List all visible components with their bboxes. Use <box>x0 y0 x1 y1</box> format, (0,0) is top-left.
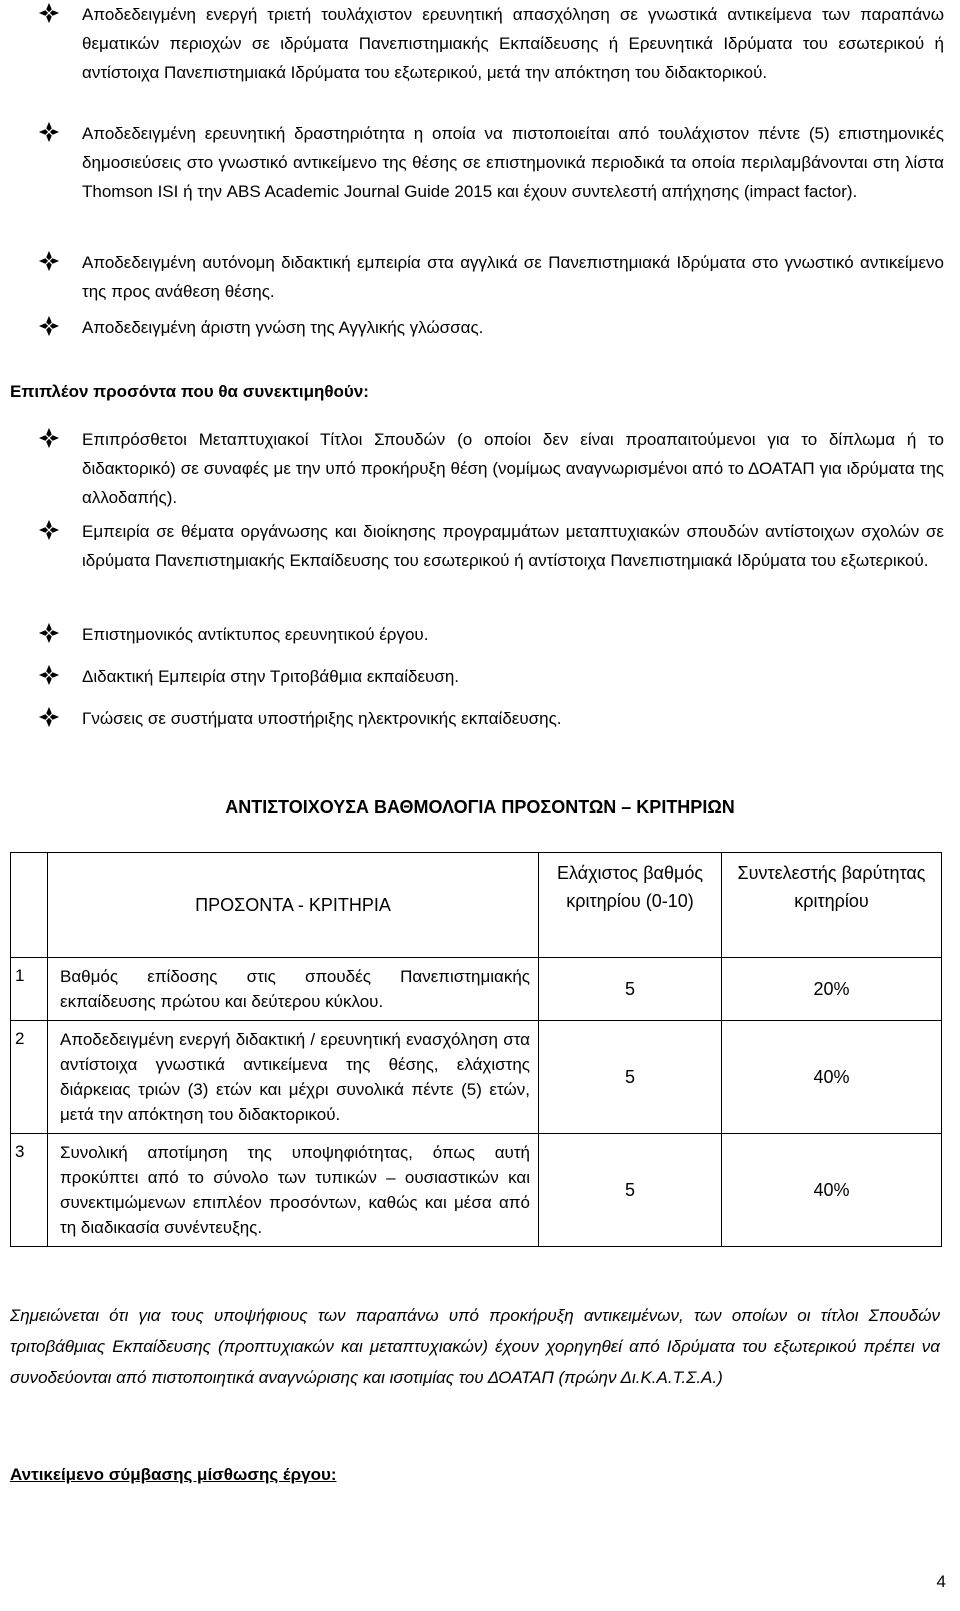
table-header-row <box>11 853 942 958</box>
min-score-value: 5 <box>539 1021 722 1134</box>
table-row <box>11 1134 942 1247</box>
min-score-value: 5 <box>539 1134 722 1247</box>
row-number: 1 <box>15 966 25 985</box>
weight-value: 20% <box>722 958 942 1021</box>
row-number-cell <box>11 958 48 1021</box>
diamond-bullet-icon <box>38 2 62 26</box>
row-number: 2 <box>15 1029 25 1048</box>
row-number: 3 <box>15 1142 25 1161</box>
criterion-text: Αποδεδειγμένη ενεργή διδακτική / ερευνητική ενασχόληση στα αντίστοιχα γνωστικά αντικείμενα της θέσης, ελάχιστης διάρκειας τριών (3) ετών και μέχρι συνολικά πέντε (5) ετών, μετά την απόκτηση του διδακτορικού. <box>48 1021 539 1134</box>
extra-text: Γνώσεις σε συστήματα υποστήριξης ηλεκτρονικής εκπαίδευσης. <box>82 709 562 728</box>
recognition-note: Σημειώνεται ότι για τους υποψήφιους των παραπάνω υπό προκήρυξη αντικειμένων, των οποίων οι τίτλοι Σπουδών τριτοβάθμιας Εκπαίδευσης (προπτυχιακών και μεταπτυχιακών) έχουν χορηγηθεί από Ιδρύματα του εξωτερικού πρέπει να συνοδεύονται από πιστοποιητικά αναγνώρισης και ισοτιμίας του ΔΟΑΤΑΠ (πρώην Δι.Κ.Α.Τ.Σ.Α.) <box>10 1306 940 1387</box>
weight-value: 40% <box>722 1021 942 1134</box>
header-criteria: ΠΡΟΣΟΝΤΑ - ΚΡΙΤΗΡΙΑ <box>48 853 539 958</box>
extra-text: Επιστημονικός αντίκτυπος ερευνητικού έργου. <box>82 625 429 644</box>
requirement-text: Αποδεδειγμένη ερευνητική δραστηριότητα η οποία να πιστοποιείται από τουλάχιστον πέντε (5) επιστημονικές δημοσιεύσεις στο γνωστικό αντικείμενο της θέσης σε επιστημονικά περιοδικά τα οποία περιλαμβάνονται στη λίστα Thomson ISI ή την ABS Academic Journal Guide 2015 και έχουν συντελεστή απήχησης (impact factor). <box>82 124 944 201</box>
criterion-text: Συνολική αποτίμηση της υποψηφιότητας, όπως αυτή προκύπτει από το σύνολο των τυπικών – ουσιαστικών και συνεκτιμώμενων επιπλέον προσόντων, καθώς και μέσα από τη διαδικασία συνέντευξης. <box>48 1134 539 1247</box>
extra-qualifications-heading: Επιπλέον προσόντα που θα συνεκτιμηθούν: <box>10 382 369 401</box>
diamond-bullet-icon <box>38 427 62 451</box>
diamond-bullet-icon <box>38 519 62 543</box>
extra-text: Διδακτική Εμπειρία στην Τριτοβάθμια εκπαίδευση. <box>82 667 460 686</box>
diamond-bullet-icon <box>38 121 62 145</box>
diamond-bullet-icon <box>38 250 62 274</box>
criterion-text: Βαθμός επίδοσης στις σπουδές Πανεπιστημιακής εκπαίδευσης πρώτου και δεύτερου κύκλου. <box>48 958 539 1021</box>
extra-text: Εμπειρία σε θέματα οργάνωσης και διοίκησης προγραμμάτων μεταπτυχιακών σπουδών αντίστοιχων σχολών σε ιδρύματα Πανεπιστημιακής Εκπαίδευσης του εσωτερικού ή αντίστοιχα Πανεπιστημιακά Ιδρύματα του εξωτερικού. <box>82 522 944 570</box>
page-number: 4 <box>936 1572 946 1591</box>
requirement-text: Αποδεδειγμένη άριστη γνώση της Αγγλικής γλώσσας. <box>82 318 484 337</box>
diamond-bullet-icon <box>38 664 62 688</box>
extra-text: Επιπρόσθετοι Μεταπτυχιακοί Τίτλοι Σπουδών (ο οποίοι δεν είναι προαπαιτούμενοι για το δίπλωμα ή το διδακτορικό) σε συναφές με την υπό προκήρυξη θέση (νομίμως αναγνωρισμένοι από το ΔΟΑΤΑΠ για ιδρύματα της αλλοδαπής). <box>82 430 944 507</box>
requirement-text: Αποδεδειγμένη αυτόνομη διδακτική εμπειρία στα αγγλικά σε Πανεπιστημιακά Ιδρύματα στο γνωστικό αντικείμενο της προς ανάθεση θέσης. <box>82 253 944 301</box>
diamond-bullet-icon <box>38 315 62 339</box>
table-row <box>11 958 942 1021</box>
requirement-text: Αποδεδειγμένη ενεργή τριετή τουλάχιστον ερευνητική απασχόληση σε γνωστικά αντικείμενα των παραπάνω θεματικών περιοχών σε ιδρύματα Πανεπιστημιακής Εκπαίδευσης ή Ερευνητικά Ιδρύματα του εσωτερικού ή αντίστοιχα Πανεπιστημιακά Ιδρύματα του εξωτερικού, μετά την απόκτηση του διδακτορικού. <box>82 5 944 82</box>
diamond-bullet-icon <box>38 622 62 646</box>
min-score-value: 5 <box>539 958 722 1021</box>
scoring-title: ΑΝΤΙΣΤΟΙΧΟΥΣΑ ΒΑΘΜΟΛΟΓΙΑ ΠΡΟΣΟΝΤΩΝ – ΚΡΙΤΗΡΙΩΝ <box>225 797 735 817</box>
table-row <box>11 1021 942 1134</box>
header-num-cell <box>11 853 48 958</box>
row-number-cell <box>11 1134 48 1247</box>
diamond-bullet-icon <box>38 706 62 730</box>
row-number-cell <box>11 1021 48 1134</box>
contract-subject-heading: Αντικείμενο σύμβασης μίσθωσης έργου: <box>10 1465 337 1484</box>
header-min-score: Ελάχιστος βαθμός κριτηρίου (0-10) <box>539 853 722 958</box>
criteria-table <box>10 852 942 1247</box>
weight-value: 40% <box>722 1134 942 1247</box>
header-weight: Συντελεστής βαρύτητας κριτηρίου <box>722 853 942 958</box>
